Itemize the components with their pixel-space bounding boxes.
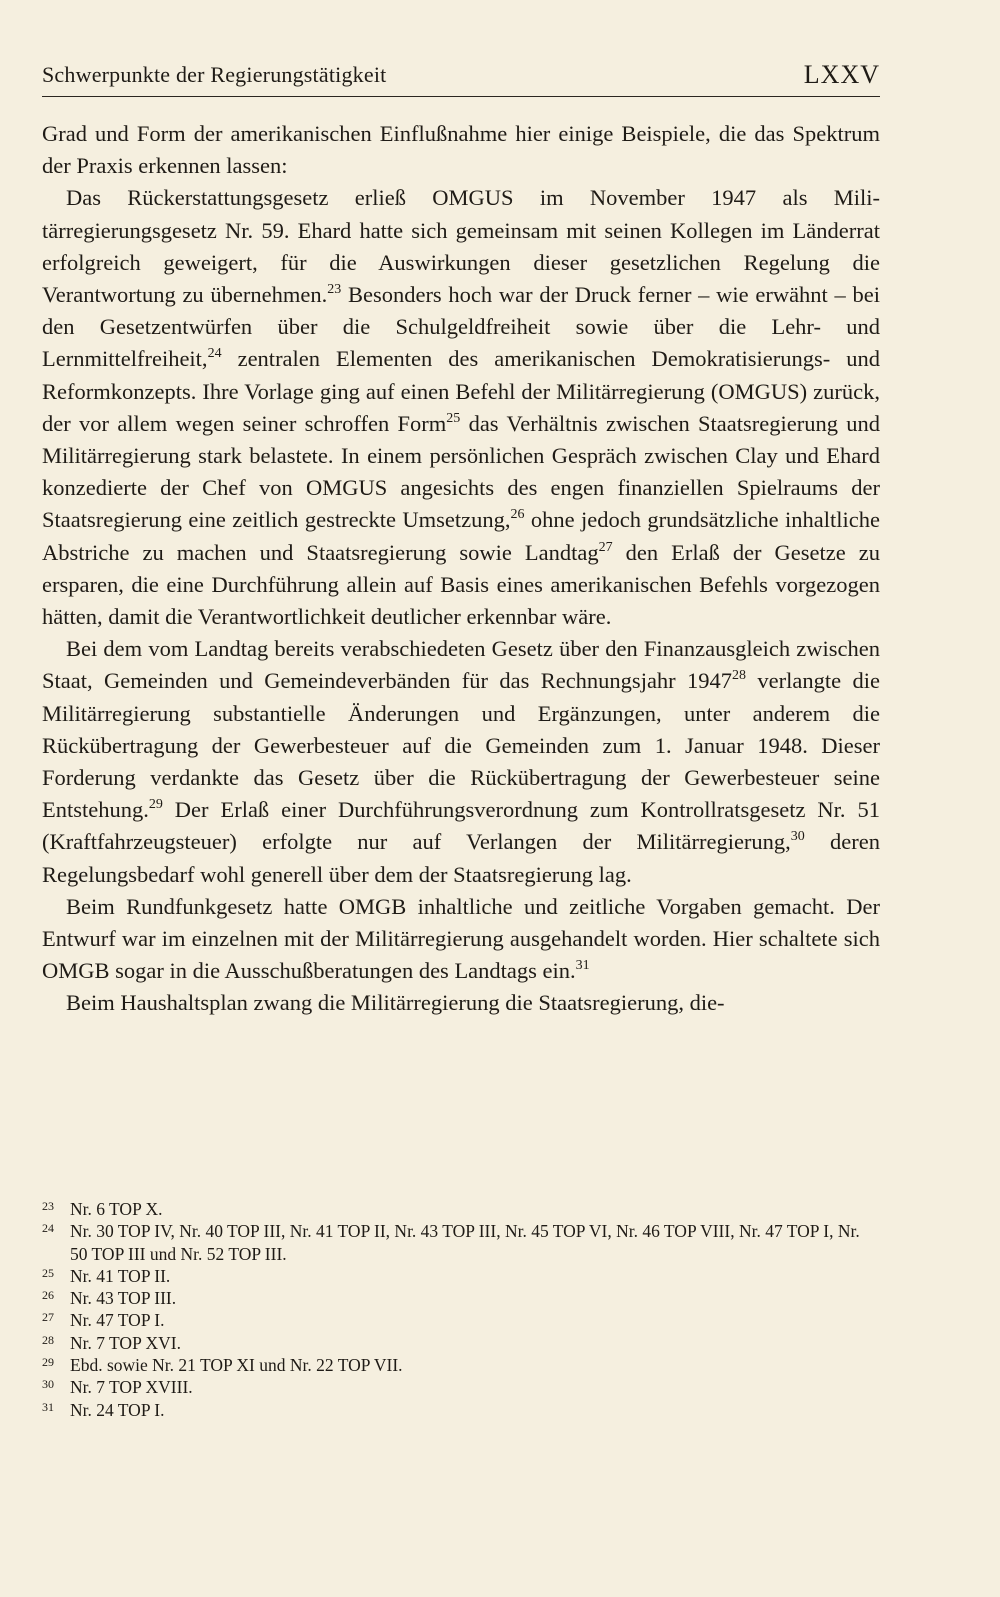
footnote-ref: 25 (446, 410, 461, 426)
paragraph (42, 891, 880, 988)
footnote (42, 1220, 880, 1265)
running-header (42, 56, 880, 97)
footnote-ref: 28 (732, 668, 747, 684)
footnote-text: Nr. 47 TOP I. (70, 1310, 165, 1331)
footnotes (42, 1198, 880, 1421)
footnote (42, 1332, 880, 1354)
footnote (42, 1287, 880, 1309)
footnote-number: 27 (42, 1310, 54, 1325)
footnote-number: 25 (42, 1265, 54, 1280)
footnote-number: 28 (42, 1332, 54, 1347)
running-title: Schwerpunkte der Regierungstätigkeit (42, 62, 387, 87)
footnote (42, 1354, 880, 1376)
footnote-text: Nr. 24 TOP I. (70, 1399, 165, 1420)
footnote-ref: 26 (510, 507, 525, 523)
paragraph (42, 182, 880, 633)
footnote-ref: 29 (148, 797, 163, 813)
footnote-text: Nr. 7 TOP XVIII. (70, 1377, 193, 1398)
text-run: Beim Haushaltsplan zwang die Militärregierung die Staatsregierung, die- (66, 990, 725, 1016)
text-run: Das Rückerstattungsgesetz erließ OMGUS im November 1947 als Militärregierungsgesetz Nr. 59. Ehard hatte sich gemeinsam mit seinen Kollegen im Länderrat erfolgreich geweigert, für die Auswirkungen dieser gesetzlichen Regelung die Verantwortung zu übernehmen. (42, 185, 880, 308)
footnote-text: Nr. 7 TOP XVI. (70, 1332, 182, 1353)
footnote-number: 29 (42, 1355, 54, 1370)
footnote-ref: 30 (790, 829, 805, 845)
text-run: Grad und Form der amerikanischen Einflußnahme hier einige Beispiele, die das Spektrum der Praxis erkennen lassen: (42, 121, 880, 179)
text-run: deren Regelungsbedarf wohl generell über dem der Staatsregierung lag. (42, 829, 880, 887)
footnote-ref: 23 (327, 282, 342, 298)
text-run: zentralen Elementen des amerikanischen Demokratisierungs- und Reformkonzepts. Ihre Vorlage ging auf einen Befehl der Militärregierung (OMGUS) zurück, der vor allem wegen seiner schroffen Form (42, 346, 880, 436)
footnote-text: Nr. 41 TOP II. (70, 1265, 171, 1286)
footnote (42, 1309, 880, 1331)
footnote (42, 1399, 880, 1421)
footnote-text: Nr. 30 TOP IV, Nr. 40 TOP III, Nr. 41 TOP II, Nr. 43 TOP III, Nr. 45 TOP VI, Nr. 46 TOP VIII, Nr. 47 TOP I, Nr. 50 TOP III und Nr. 52 TOP III. (70, 1221, 860, 1264)
footnote (42, 1265, 880, 1287)
footnote-number: 24 (42, 1221, 54, 1236)
footnote-text: Nr. 43 TOP III. (70, 1288, 177, 1309)
text-run: Beim Rundfunkgesetz hatte OMGB inhaltliche und zeitliche Vorgaben gemacht. Der Entwurf war im einzelnen mit der Militärregierung ausgehandelt worden. Hier schaltete sich OMGB sogar in die Ausschußberatungen des Landtags ein. (42, 893, 880, 984)
footnote-number: 26 (42, 1288, 54, 1303)
footnote-ref: 24 (207, 346, 222, 362)
text-run: verlangte die Militärregierung substantielle Änderungen und Ergänzungen, unter anderem die Rückübertragung der Gewerbesteuer auf die Gemeinden zum 1. Januar 1948. Dieser Forderung verdankte das Gesetz über die Rückübertragung der Gewerbesteuer seine Entstehung. (42, 668, 880, 823)
footnote-number: 23 (42, 1199, 54, 1213)
body-text (42, 118, 880, 1020)
text-run: Bei dem vom Landtag bereits verabschiedeten Gesetz über den Finanzausgleich zwischen Staat, Gemeinden und Gemeindeverbänden für das Rechnungsjahr 1947 (42, 636, 880, 694)
footnote-ref: 31 (575, 958, 590, 974)
footnote-text: Ebd. sowie Nr. 21 TOP XI und Nr. 22 TOP VII. (70, 1355, 403, 1376)
text-run: Besonders hoch war der Druck ferner – wie erwähnt – bei den Gesetzentwürfen über die Schulgeldfreiheit sowie über die Lehr- und Lernmittelfreiheit, (42, 282, 880, 372)
paragraph (42, 118, 880, 182)
footnote-number: 30 (42, 1377, 54, 1392)
footnote-ref: 27 (598, 539, 613, 555)
paragraph (42, 987, 880, 1019)
footnote (42, 1198, 880, 1220)
text-run: das Verhältnis zwischen Staatsregierung und Militärregierung stark belastete. In einem persönlichen Gespräch zwischen Clay und Ehard konzedierte der Chef von OMGUS angesichts des engen finanziellen Spielraums der Staatsregierung eine zeitlich gestreckte Umsetzung, (42, 410, 881, 533)
footnote (42, 1376, 880, 1398)
text-run: ohne jedoch grundsätzliche inhaltliche Abstriche zu machen und Staatsregierung sowie Landtag (42, 507, 880, 565)
text-run: Der Erlaß einer Durchführungsverordnung zum Kontrollratsgesetz Nr. 51 (Kraftfahrzeugsteuer) erfolgte nur auf Verlangen der Militärregierung, (42, 797, 880, 855)
footnote-number: 31 (42, 1399, 54, 1414)
text-run: den Erlaß der Gesetze zu ersparen, die eine Durchführung allein auf Basis eines amerikanischen Befehls vorgezogen hätten, damit die Verantwortlichkeit deutlicher erkennbar wäre. (42, 539, 880, 630)
footnote-text: Nr. 6 TOP X. (70, 1199, 163, 1219)
paragraph (42, 633, 880, 891)
page-number: LXXV (803, 60, 880, 89)
